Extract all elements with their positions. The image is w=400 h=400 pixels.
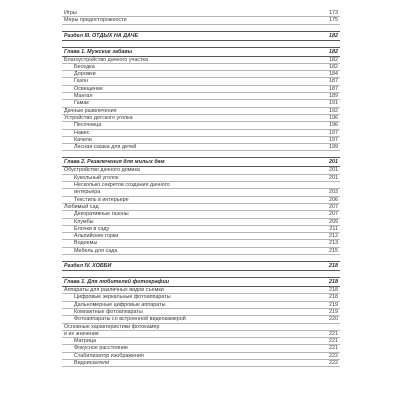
- toc-entry: [62, 122, 340, 129]
- toc-entry-title: Клумбы: [74, 218, 94, 225]
- toc-entry-title: Елочки в саду: [74, 225, 110, 232]
- toc-entry-title: Благоустройство дачного участка: [64, 56, 148, 63]
- toc-entry-title: Лесная сказка для детей: [74, 144, 137, 151]
- chapter-3-heading: [62, 277, 340, 287]
- toc-entry: [62, 287, 340, 294]
- toc-entry: [62, 204, 340, 211]
- toc-entry: [62, 17, 340, 24]
- toc-entry: [62, 57, 340, 64]
- toc-entry: [62, 324, 340, 331]
- toc-entry: [62, 10, 340, 17]
- section-4-title: Раздел IV. ХОББИ: [64, 263, 112, 270]
- toc-entry-page: 187: [329, 85, 338, 92]
- toc-entry: [62, 93, 340, 100]
- toc-entry-title: Матрица: [74, 338, 96, 345]
- toc-entry-page: 196: [329, 114, 338, 121]
- toc-entry-title: интерьера: [74, 189, 101, 196]
- toc-entry-title: Освещение: [74, 85, 104, 92]
- toc-entry-title: Альпийские горки: [74, 233, 119, 240]
- toc-entry-page: 201: [329, 167, 338, 174]
- toc-entry-title: Кукольный уголок: [74, 174, 119, 181]
- toc-entry: [62, 316, 340, 323]
- toc-entry-page: 221: [329, 345, 338, 352]
- toc-entry-title: Мебель для сада: [74, 247, 118, 254]
- chapter-3-entries: [62, 287, 340, 367]
- toc-entry-title: Дорожки: [74, 71, 96, 78]
- toc-entry-page: 187: [329, 78, 338, 85]
- toc-entry-page: 175: [329, 17, 338, 24]
- toc-entry: [62, 302, 340, 309]
- toc-entry-page: 211: [329, 225, 338, 232]
- chapter-1-title: Глава 1. Мужские забавы: [64, 48, 133, 55]
- toc-entry: [62, 78, 340, 85]
- toc-entry-page: 222: [329, 352, 338, 359]
- toc-entry-page: 189: [329, 93, 338, 100]
- toc-entry-title: Дальномерные цифровые аппараты: [74, 301, 166, 308]
- toc-entry-title: Гамак: [74, 100, 89, 107]
- toc-entry-title: Текстиль в интерьере: [74, 196, 129, 203]
- toc-entry-title: Качели: [74, 136, 92, 143]
- toc-entry-title: Несколько секретов создания дачного: [74, 182, 170, 189]
- toc-entry-page: 207: [329, 203, 338, 210]
- toc-entry-page: 221: [329, 330, 338, 337]
- toc-entry-page: 182: [329, 56, 338, 63]
- toc-entry-title: Устройство детского уголка: [64, 114, 133, 121]
- section-3-title: Раздел III. ОТДЫХ НА ДАЧЕ: [64, 32, 139, 39]
- toc-entry-title: Песочница: [74, 122, 102, 129]
- toc-entry-page: 207: [329, 211, 338, 218]
- toc-entry-title: Мангал: [74, 93, 93, 100]
- chapter-2-heading: [62, 157, 340, 167]
- toc-entry-page: 215: [329, 247, 338, 254]
- toc-entry-title: Игры: [64, 10, 77, 16]
- toc-entry-title: Видоискатели: [74, 359, 110, 366]
- toc-entry: [62, 331, 340, 338]
- toc-entry: [62, 167, 340, 174]
- toc-entry-title: Навес: [74, 129, 90, 136]
- toc-entry-page: 173: [329, 10, 338, 16]
- toc-entry-title: Компактные фотоаппараты: [74, 308, 143, 315]
- toc-entry-page: 203: [329, 189, 338, 196]
- toc-entry: [62, 197, 340, 204]
- chapter-1-heading: [62, 47, 340, 57]
- chapter-2-title: Глава 2. Развлечения для милых дам: [64, 159, 165, 166]
- toc-entry-page: 222: [329, 359, 338, 366]
- toc-entry-page: 219: [329, 301, 338, 308]
- toc-entry-title: Беседка: [74, 63, 95, 70]
- toc-entry-page: 184: [329, 71, 338, 78]
- toc-entry: [62, 345, 340, 352]
- toc-entry-title: Основные характеристики фотокамер: [64, 323, 160, 330]
- toc-entry: [62, 100, 340, 107]
- chapter-3-title: Глава 1. Для любителей фотографии: [64, 279, 170, 286]
- toc-entry-page: 192: [329, 107, 338, 114]
- section-4-page: 218: [329, 263, 338, 270]
- toc-entry: [62, 360, 340, 367]
- toc-entry-title: Аппараты для различных видов съемки: [64, 287, 164, 294]
- toc-entry: [62, 175, 340, 182]
- toc-entry-page: 182: [329, 63, 338, 70]
- toc-entry-page: 196: [329, 122, 338, 129]
- toc-entry: [62, 64, 340, 71]
- toc-pre-list: [62, 10, 340, 25]
- toc-entry: [62, 240, 340, 247]
- toc-entry: [62, 233, 340, 240]
- chapter-3-page: 218: [329, 279, 338, 286]
- toc-entry-page: 220: [329, 316, 338, 323]
- toc-entry: [62, 144, 340, 151]
- toc-entry-page: 201: [329, 174, 338, 181]
- chapter-2-page: 201: [329, 159, 338, 166]
- toc-entry-page: 206: [329, 196, 338, 203]
- toc-entry: [62, 211, 340, 218]
- toc-entry-title: Газон: [74, 78, 88, 85]
- toc-entry: [62, 130, 340, 137]
- toc-entry-page: 218: [329, 287, 338, 294]
- toc-entry: [62, 219, 340, 226]
- toc-entry: [62, 71, 340, 78]
- toc-entry-title: Меры предосторожности: [64, 17, 127, 24]
- toc-entry-title: Цифровые зеркальные фотоаппараты: [74, 294, 171, 301]
- chapter-2-entries: [62, 167, 340, 255]
- toc-entry: [62, 189, 340, 196]
- toc-entry-title: Обустройство дачного домика: [64, 167, 140, 174]
- toc-entry-page: 209: [329, 218, 338, 225]
- chapter-1-page: 182: [329, 48, 338, 55]
- toc-entry-page: 212: [329, 233, 338, 240]
- toc-entry-title: Декоративные газоны: [74, 211, 129, 218]
- toc-entry-page: 221: [329, 338, 338, 345]
- toc-entry-title: Дачные развлечения: [64, 107, 117, 114]
- table-of-contents: [62, 10, 340, 367]
- toc-entry: [62, 108, 340, 115]
- toc-entry: [62, 182, 340, 189]
- toc-entry-page: 218: [329, 294, 338, 301]
- toc-entry: [62, 294, 340, 301]
- toc-entry-page: 199: [329, 144, 338, 151]
- section-4-heading: [62, 261, 340, 271]
- toc-entry: [62, 86, 340, 93]
- toc-entry-title: Водоемы: [74, 240, 98, 247]
- section-3-heading: [62, 31, 340, 41]
- toc-entry-title: Фокусное расстояние: [74, 345, 129, 352]
- toc-entry: [62, 248, 340, 255]
- chapter-1-entries: [62, 57, 340, 152]
- toc-entry: [62, 338, 340, 345]
- toc-entry-page: 191: [329, 100, 338, 107]
- toc-entry: [62, 353, 340, 360]
- toc-entry-page: 213: [329, 240, 338, 247]
- toc-entry-title: Стабилизатор изображения: [74, 352, 144, 359]
- toc-entry-title: и их значение: [64, 330, 99, 337]
- toc-entry-page: 197: [329, 129, 338, 136]
- toc-entry-page: 197: [329, 136, 338, 143]
- toc-entry-title: Любимый сад: [64, 203, 99, 210]
- toc-entry: [62, 115, 340, 122]
- toc-entry-page: 219: [329, 308, 338, 315]
- toc-entry-title: Фотоаппараты со встроенной видеокамерой: [74, 316, 186, 323]
- section-3-page: 182: [329, 32, 338, 39]
